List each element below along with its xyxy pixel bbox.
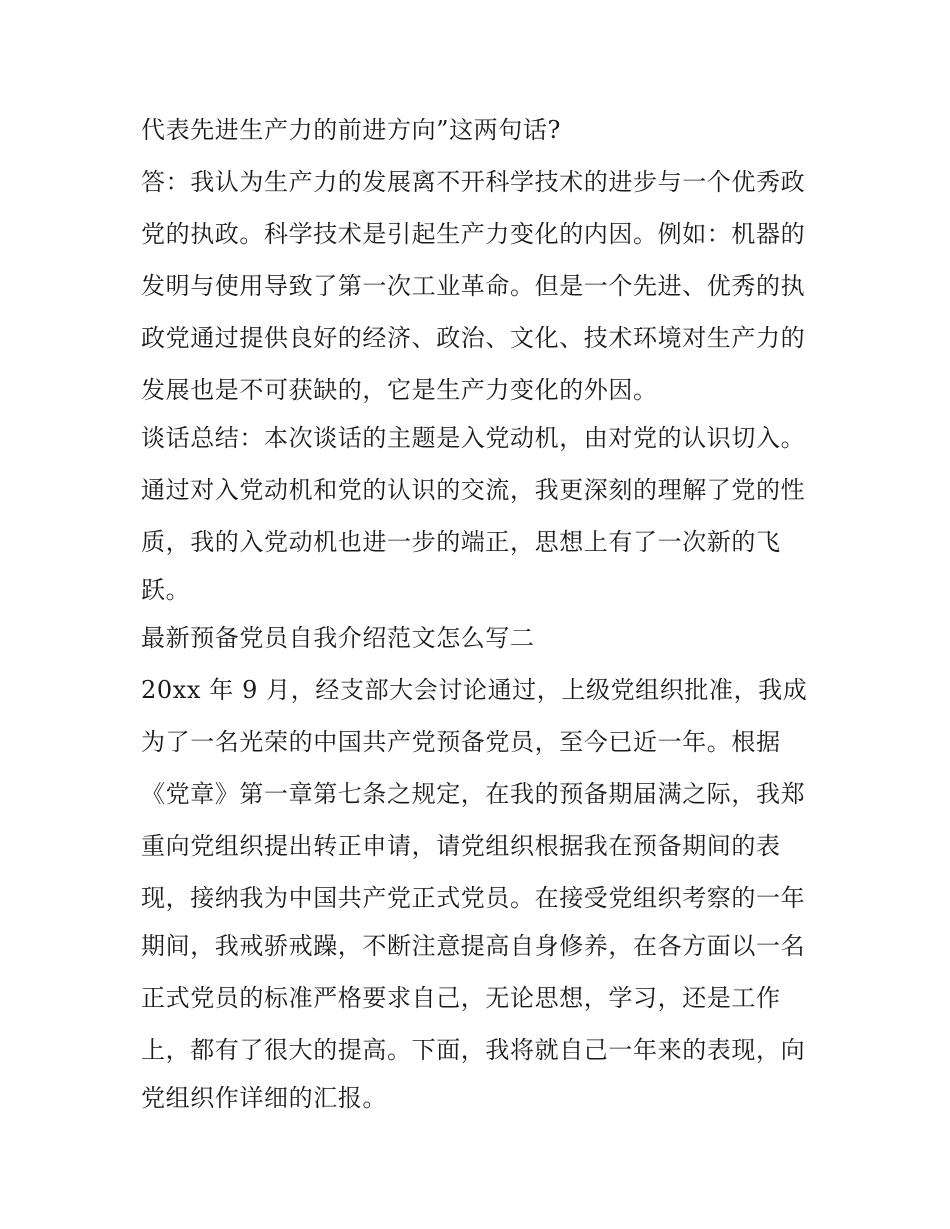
text-line: 发明与使用导致了第一次工业革命。但是一个先进、优秀的执 xyxy=(141,272,806,300)
text-line: 党的执政。科学技术是引起生产力变化的内因。例如：机器的 xyxy=(141,220,806,248)
text-line: 现，接纳我为中国共产党正式党员。在接受党组织考察的一年 xyxy=(141,884,806,912)
text-line: 通过对入党动机和党的认识的交流，我更深刻的理解了党的性 xyxy=(141,476,806,504)
text-line: 正式党员的标准严格要求自己，无论思想，学习，还是工作 xyxy=(141,984,781,1012)
text-line: 为了一名光荣的中国共产党预备党员，至今已近一年。根据 xyxy=(141,728,781,756)
text-line: 党组织作详细的汇报。 xyxy=(141,1084,387,1112)
text-line: 跃。 xyxy=(141,576,191,604)
text-line: 代表先进生产力的前进方向”这两句话? xyxy=(141,116,561,144)
text-line: 重向党组织提出转正申请，请党组织根据我在预备期间的表 xyxy=(141,832,781,860)
text-line: 期间，我戒骄戒躁，不断注意提高自身修养，在各方面以一名 xyxy=(141,932,806,960)
text-line: 《党章》第一章第七条之规定，在我的预备期届满之际，我郑 xyxy=(141,780,806,808)
text-line: 政党通过提供良好的经济、政治、文化、技术环境对生产力的 xyxy=(141,324,806,352)
text-line: 谈话总结：本次谈话的主题是入党动机，由对党的认识切入。 xyxy=(141,424,806,452)
text-line: 质，我的入党动机也进一步的端正，思想上有了一次新的飞 xyxy=(141,528,781,556)
text-line: 发展也是不可获缺的，它是生产力变化的外因。 xyxy=(141,376,658,404)
text-line: 上，都有了很大的提高。下面，我将就自己一年来的表现，向 xyxy=(141,1036,806,1064)
text-line: 20xx 年 9 月，经支部大会讨论通过，上级党组织批准，我成 xyxy=(141,676,808,704)
section-heading: 最新预备党员自我介绍范文怎么写二 xyxy=(141,624,535,652)
text-line: 答：我认为生产力的发展离不开科学技术的进步与一个优秀政 xyxy=(141,168,806,196)
